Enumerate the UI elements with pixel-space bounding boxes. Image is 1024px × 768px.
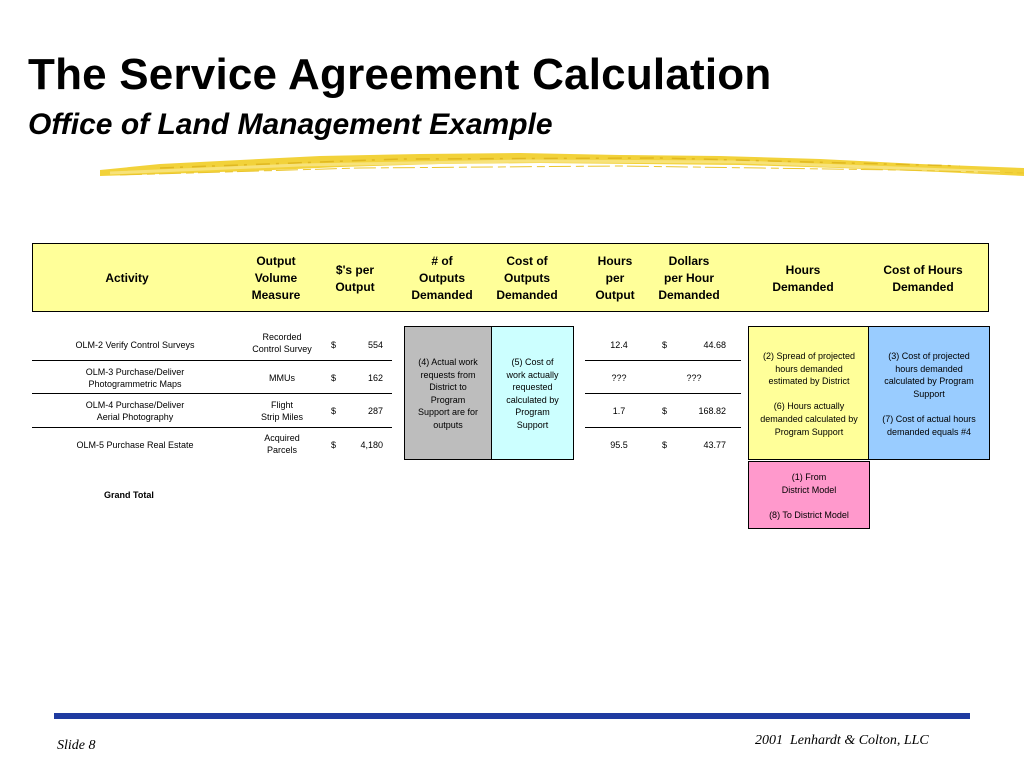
header-cost-outputs: Cost of Outputs Demanded bbox=[496, 254, 558, 302]
highlighter-stroke-graphic bbox=[100, 146, 1024, 190]
row-rate: 44.68 bbox=[703, 340, 726, 350]
row-activity: OLM-2 Verify Control Surveys bbox=[75, 340, 195, 350]
row-rate: 43.77 bbox=[703, 440, 726, 450]
header-dollars-per-hour: Dollars per Hour Demanded bbox=[658, 254, 720, 302]
row-activity: OLM-5 Purchase Real Estate bbox=[76, 440, 194, 450]
row-rate: 168.82 bbox=[698, 406, 726, 416]
row-per-output: 4,180 bbox=[360, 440, 383, 450]
row-divider bbox=[32, 393, 392, 394]
header-hours-per-output: Hours per Output bbox=[595, 254, 635, 302]
row-hours-per-output: ??? bbox=[611, 373, 627, 383]
grand-total-label: Grand Total bbox=[104, 490, 154, 500]
row-hours-per-output: 1.7 bbox=[612, 406, 626, 416]
row-rate: ??? bbox=[686, 373, 702, 383]
row-divider bbox=[585, 360, 741, 361]
row-measure: MMUs bbox=[269, 373, 295, 383]
row-hours-per-output: 12.4 bbox=[610, 340, 628, 350]
note-cost-requested: (5) Cost of work actually requested calculated by Program Support bbox=[506, 357, 559, 430]
table-header bbox=[32, 243, 989, 312]
header-cost-hours: Cost of Hours Demanded bbox=[883, 263, 963, 294]
row-divider bbox=[32, 427, 392, 428]
copyright-text: 2001 Lenhardt & Colton, LLC bbox=[755, 733, 929, 748]
row-dollar-sign: $ bbox=[331, 406, 337, 416]
row-per-output: 287 bbox=[367, 406, 383, 416]
note-cost-hours: (3) Cost of projected hours demanded calculated by Program Support (7) Cost of actual hours demanded equals #4 bbox=[882, 351, 976, 437]
row-hours-per-output: 95.5 bbox=[610, 440, 628, 450]
row-dollar-sign: $ bbox=[331, 440, 337, 450]
row-divider bbox=[32, 360, 392, 361]
header-num-outputs: # of Outputs Demanded bbox=[411, 254, 473, 302]
slide-title: The Service Agreement Calculation bbox=[28, 50, 772, 99]
row-measure: Flight Strip Miles bbox=[260, 400, 303, 422]
note-district-model: (1) From District Model (8) To District Model bbox=[769, 472, 849, 520]
row-activity: OLM-4 Purchase/Deliver Aerial Photography bbox=[85, 400, 185, 422]
row-dollar-sign: $ bbox=[331, 373, 337, 383]
slide-number: Slide 8 bbox=[57, 738, 96, 753]
row-rate-sign: $ bbox=[662, 440, 668, 450]
row-per-output: 554 bbox=[367, 340, 383, 350]
row-divider bbox=[585, 393, 741, 394]
header-dollars-per-output: $'s per Output bbox=[335, 263, 375, 294]
row-activity: OLM-3 Purchase/Deliver Photogrammetric Maps bbox=[85, 367, 185, 389]
row-dollar-sign: $ bbox=[331, 340, 337, 350]
row-divider bbox=[585, 427, 741, 428]
row-rate-sign: $ bbox=[662, 406, 668, 416]
footer-rule bbox=[54, 713, 970, 719]
row-per-output: 162 bbox=[367, 373, 383, 383]
slide-subtitle: Office of Land Management Example bbox=[28, 108, 553, 141]
note-hours-demanded: (2) Spread of projected hours demanded estimated by District (6) Hours actually demanded calculated by Program Support bbox=[760, 351, 858, 437]
note-actual-requests: (4) Actual work requests from District to Program Support are for outputs bbox=[417, 357, 479, 430]
header-hours-demanded: Hours Demanded bbox=[772, 263, 834, 294]
row-measure: Recorded Control Survey bbox=[252, 332, 312, 354]
row-rate-sign: $ bbox=[662, 340, 668, 350]
row-measure: Acquired Parcels bbox=[264, 433, 300, 455]
header-activity: Activity bbox=[105, 271, 149, 285]
header-output-volume: Output Volume Measure bbox=[251, 254, 301, 302]
